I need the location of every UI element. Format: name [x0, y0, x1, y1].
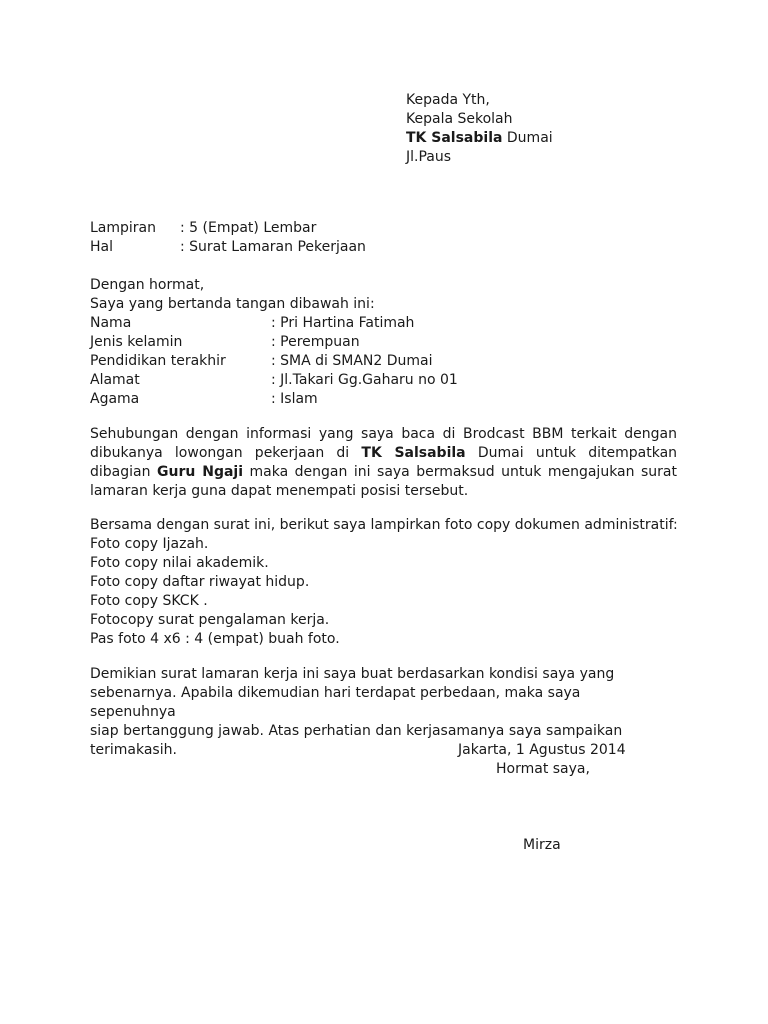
- reference-value: : Surat Lamaran Pekerjaan: [180, 239, 366, 255]
- paragraph-text: Dumai untuk ditempatkan dibagian: [90, 445, 678, 480]
- paragraph-text: Sehubungan dengan informasi yang saya baca di Brodcast BBM terkait dengan: [90, 426, 677, 442]
- applicant-row: [90, 371, 458, 390]
- applicant-row: [90, 352, 458, 371]
- greeting-block: [90, 276, 375, 314]
- applicant-value: : Perempuan: [271, 334, 360, 350]
- attachments-intro: Bersama dengan surat ini, berikut saya lampirkan foto copy dokumen administratif:: [90, 517, 678, 533]
- paragraph-text: dibukanya lowongan pekerjaan di: [90, 445, 350, 461]
- intro-line: Saya yang bertanda tangan dibawah ini:: [90, 296, 375, 312]
- reference-value: : 5 (Empat) Lembar: [180, 220, 317, 236]
- attachment-item: Fotocopy surat pengalaman kerja.: [90, 612, 330, 628]
- applicant-row: [90, 390, 458, 409]
- reference-row: [90, 238, 366, 257]
- applicant-label: Nama: [90, 315, 132, 331]
- applicant-row: [90, 314, 458, 333]
- recipient-block: [406, 91, 553, 167]
- attachment-item: Foto copy SKCK .: [90, 593, 208, 609]
- place-date: Jakarta, 1 Agustus 2014: [458, 742, 626, 758]
- position-name: Guru Ngaji: [156, 464, 244, 480]
- regards: Hormat saya,: [496, 761, 590, 777]
- applicant-label: Alamat: [90, 372, 140, 388]
- attachment-item: Foto copy nilai akademik.: [90, 555, 269, 571]
- attachment-item: Foto copy daftar riwayat hidup.: [90, 574, 310, 590]
- applicant-row: [90, 333, 458, 352]
- closing-line: siap bertanggung jawab. Atas perhatian dan kerjasamanya saya sampaikan: [90, 723, 623, 739]
- recipient-title: Kepala Sekolah: [406, 111, 513, 127]
- attachments-block: [90, 516, 678, 649]
- closing-line: sebenarnya. Apabila dikemudian hari terdapat perbedaan, maka saya sepenuhnya: [90, 685, 581, 720]
- closing-line: Demikian surat lamaran kerja ini saya buat berdasarkan kondisi saya yang: [90, 666, 615, 682]
- salutation: Dengan hormat,: [90, 277, 205, 293]
- applicant-value: : Jl.Takari Gg.Gaharu no 01: [271, 372, 458, 388]
- closing-line: terimakasih.: [90, 742, 177, 758]
- applicant-value: : Islam: [271, 391, 318, 407]
- school-city: Dumai: [506, 130, 553, 146]
- recipient-street: Jl.Paus: [406, 149, 452, 165]
- attachment-item: Pas foto 4 x6 : 4 (empat) buah foto.: [90, 631, 340, 647]
- school-name-inline: TK Salsabila: [361, 445, 466, 461]
- signer-name: Mirza: [523, 837, 561, 853]
- paragraph-text: maka dengan ini saya bermaksud untuk mengajukan surat lamaran: [90, 464, 677, 499]
- attachment-item: Foto copy Ijazah.: [90, 536, 209, 552]
- applicant-value: : SMA di SMAN2 Dumai: [271, 353, 433, 369]
- reference-label: Hal: [90, 239, 113, 255]
- reference-label: Lampiran: [90, 220, 157, 236]
- recipient-line: Kepada Yth,: [406, 92, 490, 108]
- reference-block: [90, 219, 366, 257]
- school-name: TK Salsabila: [406, 130, 503, 146]
- applicant-label: Jenis kelamin: [90, 334, 183, 350]
- applicant-label: Pendidikan terakhir: [90, 353, 226, 369]
- body-paragraph: [90, 425, 677, 501]
- applicant-label: Agama: [90, 391, 140, 407]
- reference-row: [90, 219, 366, 238]
- applicant-details: [90, 314, 458, 409]
- paragraph-text: kerja guna dapat menempati posisi tersebut.: [152, 483, 469, 499]
- recipient-school: [406, 129, 553, 148]
- applicant-value: : Pri Hartina Fatimah: [271, 315, 415, 331]
